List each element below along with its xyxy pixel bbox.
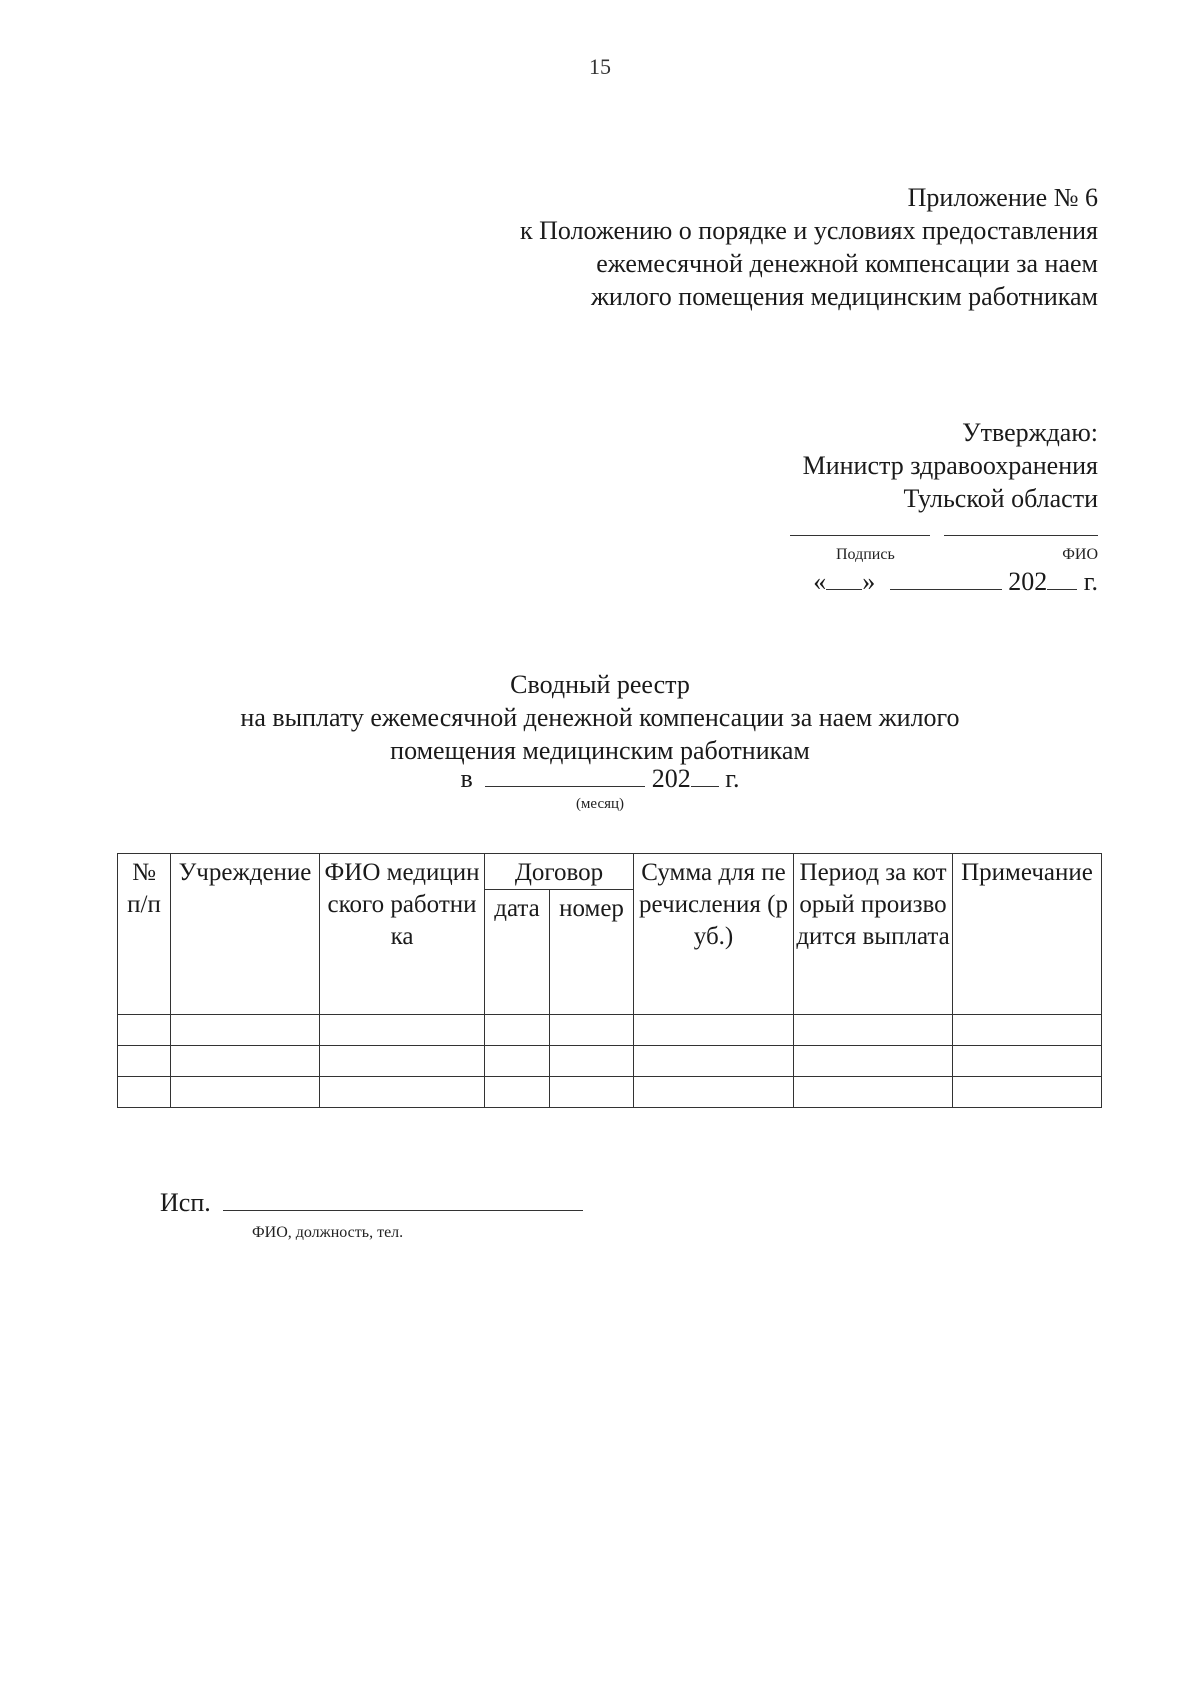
month-prefix: в [460, 764, 473, 793]
header-institution: Учреждение [171, 854, 320, 1015]
table-cell[interactable] [118, 1077, 171, 1108]
date-close-quote: » [862, 567, 876, 596]
header-row [118, 854, 1102, 890]
header-note: Примечание [953, 854, 1102, 1015]
table-cell[interactable] [794, 1077, 953, 1108]
title-line: на выплату ежемесячной денежной компенсации за наем жилого [240, 703, 960, 732]
table-cell[interactable] [171, 1015, 320, 1046]
table-cell[interactable] [550, 1077, 634, 1108]
header-contract: Договор [485, 854, 634, 890]
table-cell[interactable] [171, 1046, 320, 1077]
year-suffix: г. [1083, 567, 1098, 596]
signature-line [790, 535, 930, 536]
table-cell[interactable] [634, 1046, 794, 1077]
table-cell[interactable] [320, 1077, 485, 1108]
month-row [0, 764, 1200, 794]
document-title [0, 668, 1200, 767]
table-cell[interactable] [550, 1015, 634, 1046]
table-row [118, 1077, 1102, 1108]
table-cell[interactable] [550, 1046, 634, 1077]
header-period: Период за который производится выплата [794, 854, 953, 1015]
executor-label: Исп. [160, 1188, 211, 1217]
approval-position: Тульской области [903, 484, 1098, 513]
year-prefix: 202 [651, 764, 691, 793]
table-cell[interactable] [953, 1046, 1102, 1077]
table-cell[interactable] [320, 1046, 485, 1077]
table-cell[interactable] [485, 1015, 550, 1046]
registry-table [117, 853, 1102, 1108]
header-num: № п/п [118, 854, 171, 1015]
month-caption: (месяц) [575, 796, 625, 812]
executor-row [160, 1188, 583, 1218]
table-cell[interactable] [485, 1077, 550, 1108]
table-row [118, 1046, 1102, 1077]
title-line: помещения медицинским работникам [390, 736, 810, 765]
date-open-quote: « [813, 567, 827, 596]
name-line [944, 535, 1098, 536]
table-cell[interactable] [794, 1046, 953, 1077]
year-blank [1047, 571, 1077, 590]
name-caption: ФИО [1062, 546, 1098, 563]
table-cell[interactable] [118, 1046, 171, 1077]
table-cell[interactable] [320, 1015, 485, 1046]
signature-caption: Подпись [836, 546, 895, 563]
appendix-line: ежемесячной денежной компенсации за наем [596, 249, 1098, 278]
table-cell[interactable] [953, 1077, 1102, 1108]
table-cell[interactable] [953, 1015, 1102, 1046]
table-cell[interactable] [485, 1046, 550, 1077]
year-suffix: г. [725, 764, 740, 793]
approval-block [803, 416, 1098, 515]
month-blank [890, 571, 1002, 590]
executor-caption: ФИО, должность, тел. [252, 1224, 404, 1241]
appendix-line: жилого помещения медицинским работникам [590, 282, 1098, 311]
day-blank [826, 571, 862, 590]
approval-date [813, 567, 1098, 597]
appendix-header [520, 181, 1098, 313]
title-line: Сводный реестр [510, 670, 690, 699]
header-contract-number: номер [550, 890, 634, 1015]
approval-position: Министр здравоохранения [802, 451, 1098, 480]
header-contract-date: дата [485, 890, 550, 1015]
table-cell[interactable] [794, 1015, 953, 1046]
header-fio: ФИО медицинского работника [320, 854, 485, 1015]
table-cell[interactable] [171, 1077, 320, 1108]
year-prefix: 202 [1008, 567, 1048, 596]
appendix-title: Приложение № 6 [907, 183, 1098, 212]
executor-blank [223, 1192, 583, 1211]
table-cell[interactable] [634, 1015, 794, 1046]
page-number: 15 [589, 54, 611, 79]
header-amount: Сумма для перечисления (руб.) [634, 854, 794, 1015]
table-cell[interactable] [118, 1015, 171, 1046]
appendix-line: к Положению о порядке и условиях предоставления [520, 216, 1098, 245]
approval-heading: Утверждаю: [962, 418, 1098, 447]
year-blank [691, 768, 719, 787]
table-cell[interactable] [634, 1077, 794, 1108]
month-blank [485, 768, 645, 787]
table-row [118, 1015, 1102, 1046]
